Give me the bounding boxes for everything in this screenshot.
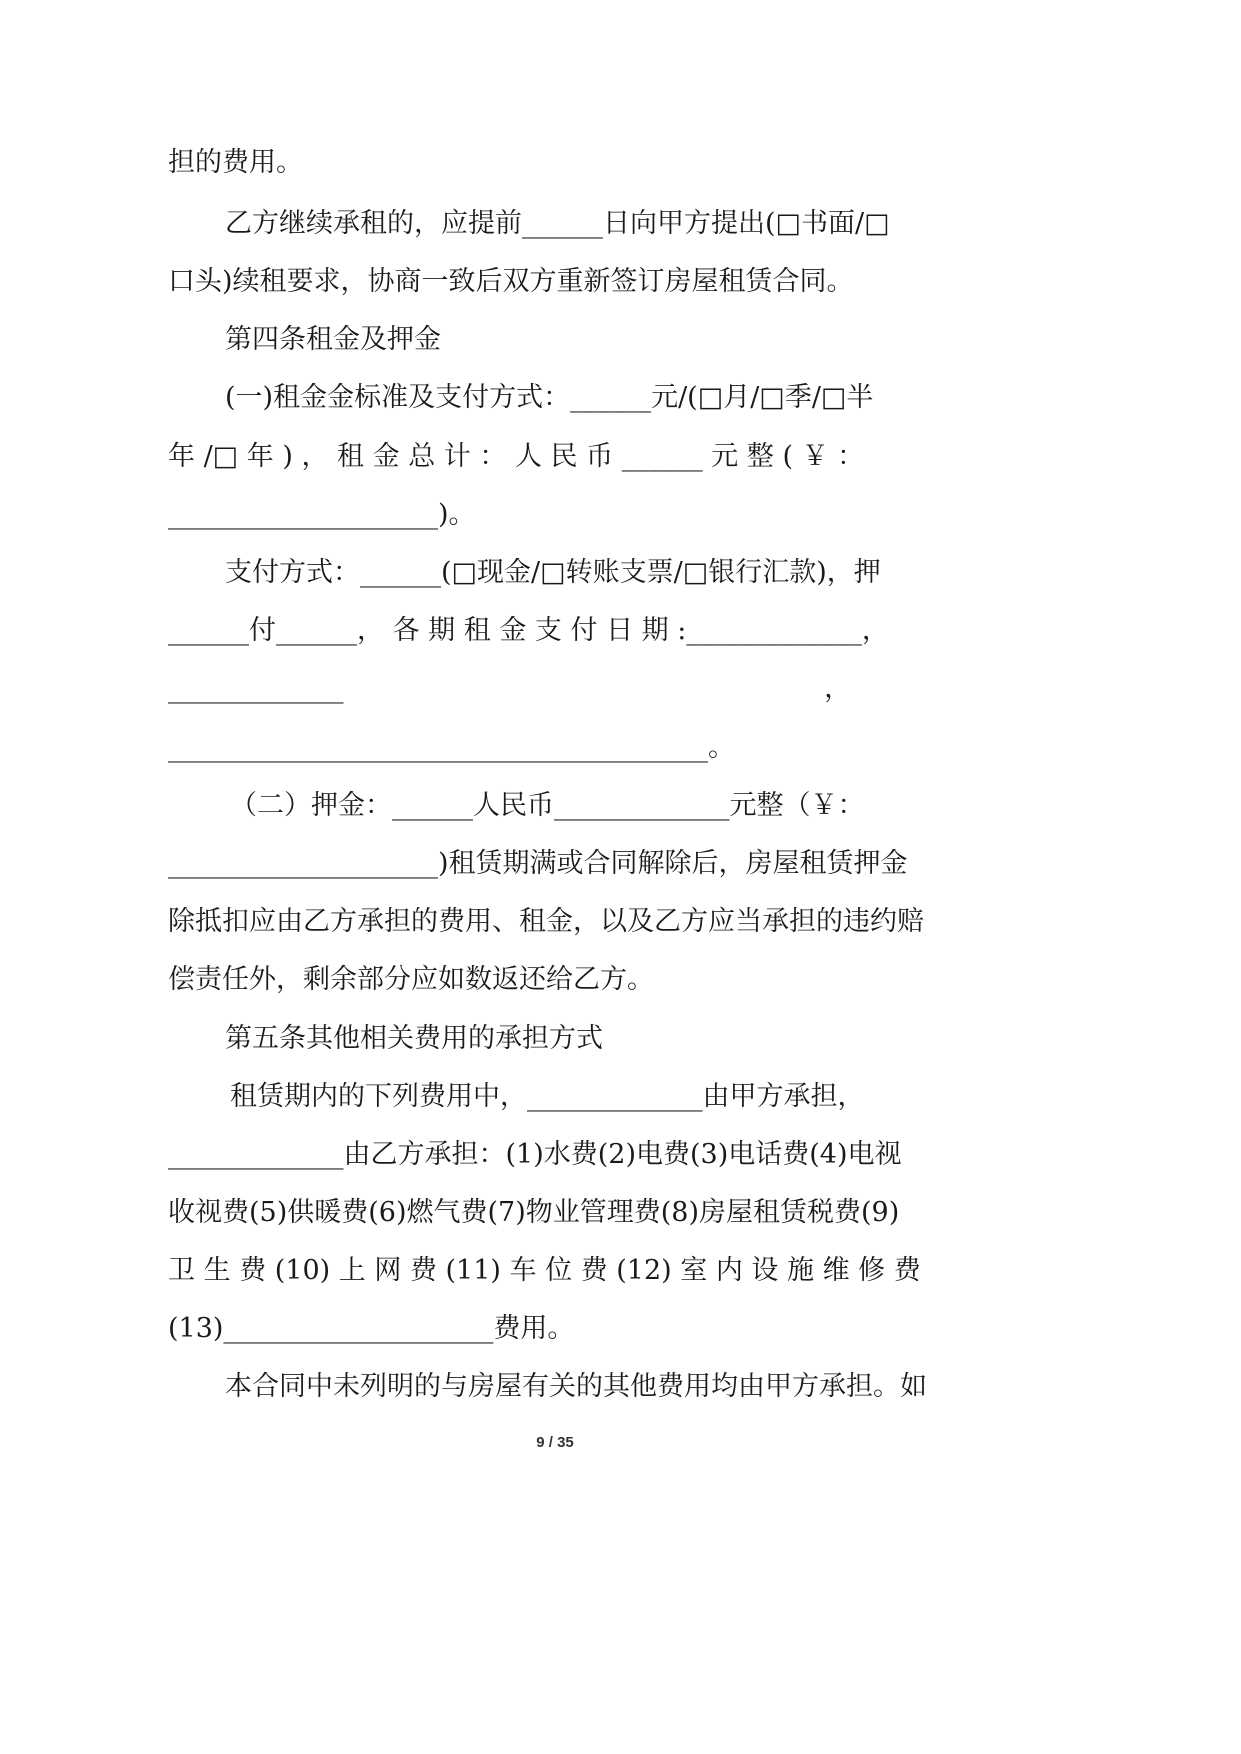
section-heading: 第五条其他相关费用的承担方式 [225,1023,603,1054]
paragraph-line: ________________________________________。 [168,732,735,763]
paragraph-line: 收视费(5)供暖费(6)燃气费(7)物业管理费(8)房屋租赁税费(9) [168,1197,900,1228]
paragraph-line: 口头)续租要求，协商一致后双方重新签订房屋租赁合同。 [168,266,854,297]
paragraph-line: 担的费用。 [168,147,303,178]
paragraph-line: ____________________)。 [168,499,476,530]
paragraph-line: (一)租金金标准及支付方式：______元/(□月/□季/□半 [225,382,874,413]
section-heading: 第四条租金及押金 [225,324,441,355]
paragraph-line: 乙方继续承租的，应提前______日向甲方提出(□书面/□ [225,208,890,239]
paragraph-line: 卫 生 费 (10) 上 网 费 (11) 车 位 费 (12) 室 内 设 施 维 修 费 [168,1255,921,1286]
paragraph-line: （二）押金：______人民币_____________元整（￥： [230,790,865,821]
paragraph-line: _____________ ， [168,673,852,704]
paragraph-line: 支付方式：______(□现金/□转账支票/□银行汇款)，押 [225,557,881,588]
paragraph-line: ______付______， 各 期 租 金 支 付 日 期 :_____________， [168,615,889,646]
page-number: 9 / 35 [536,1434,574,1451]
paragraph-line: 本合同中未列明的与房屋有关的其他费用均由甲方承担。如 [225,1371,927,1402]
paragraph-line: ____________________)租赁期满或合同解除后，房屋租赁押金 [168,848,908,879]
paragraph-line: 年 /□ 年 ) ， 租 金 总 计 ： 人 民 币 ______ 元 整 ( ￥ ： [168,441,865,472]
paragraph-line: 偿责任外，剩余部分应如数返还给乙方。 [168,964,654,995]
paragraph-line: 租赁期内的下列费用中，_____________由甲方承担， [230,1081,865,1112]
paragraph-line: _____________由乙方承担：(1)水费(2)电费(3)电话费(4)电视 [168,1139,902,1170]
paragraph-line: 除抵扣应由乙方承担的费用、租金，以及乙方应当承担的违约赔 [168,906,924,937]
paragraph-line: (13)____________________费用。 [168,1313,575,1344]
